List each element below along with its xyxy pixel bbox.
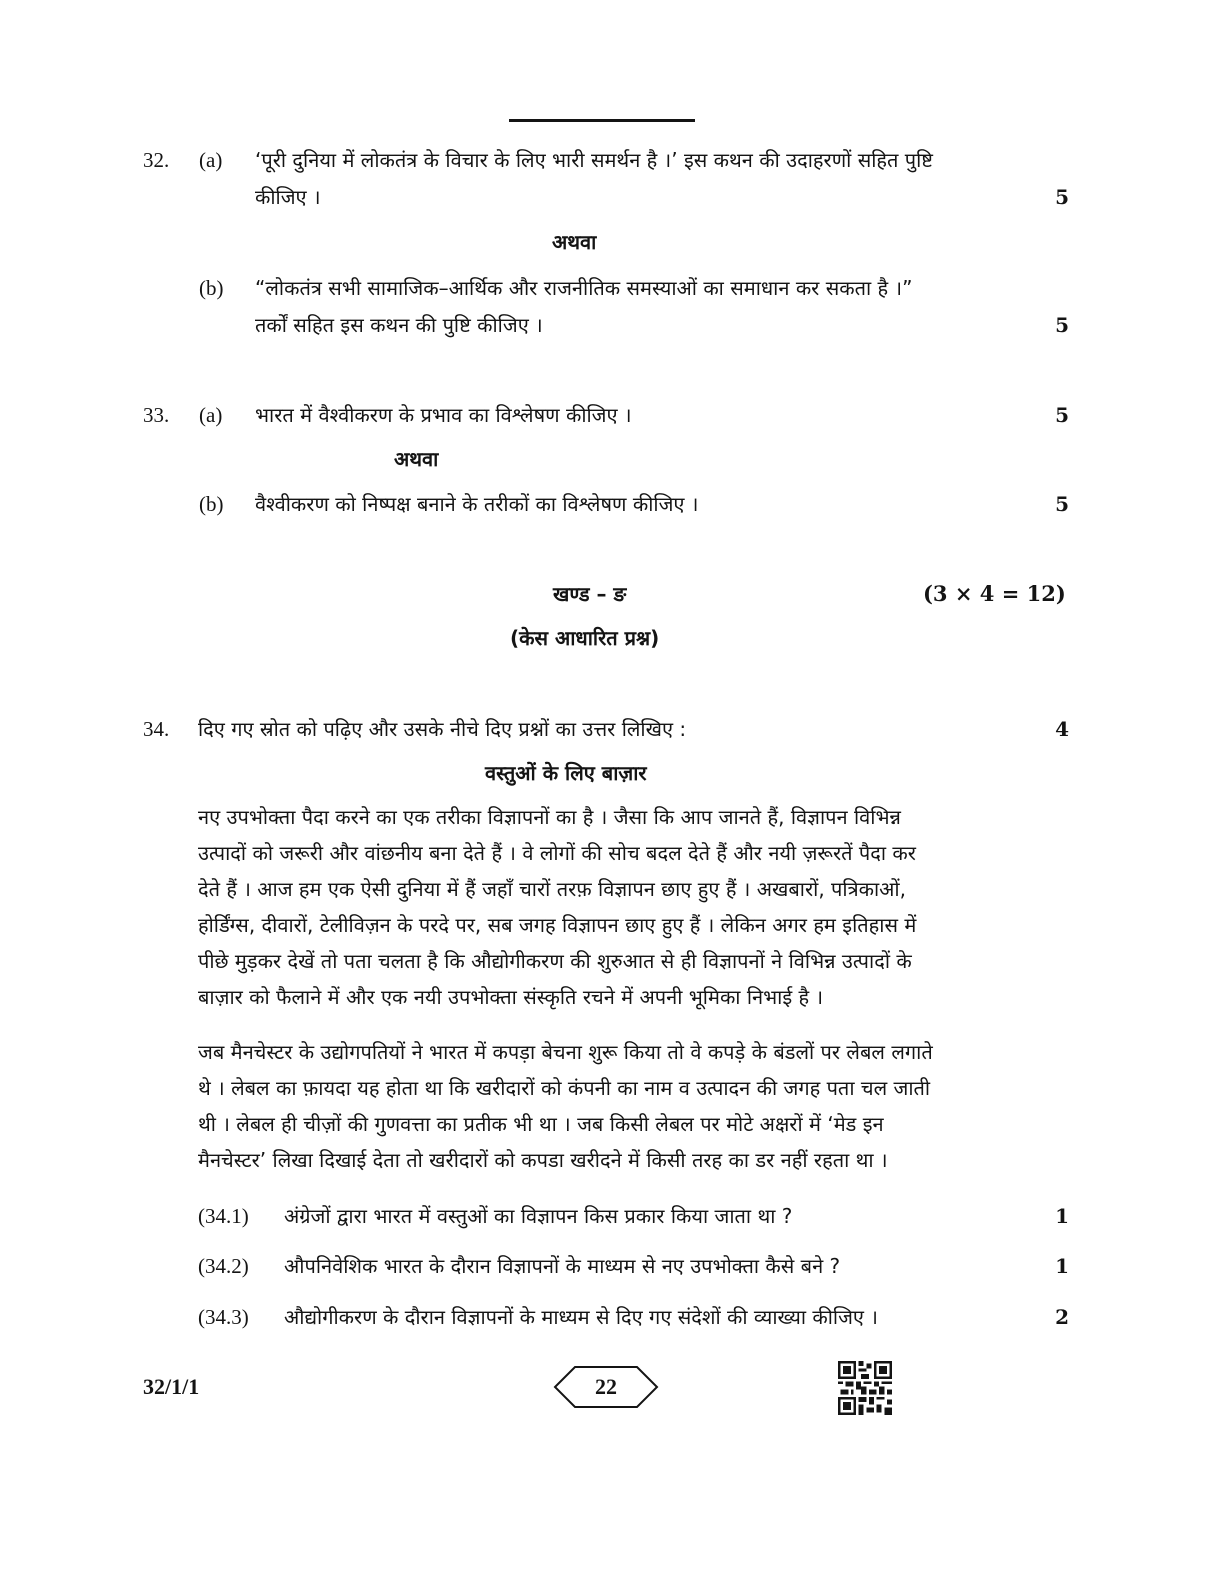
question-33-or: अथवा [394, 447, 439, 471]
question-32b-line2: तर्कों सहित इस कथन की पुष्टि कीजिए । [255, 313, 543, 337]
question-32a-line2: कीजिए । [255, 185, 321, 209]
question-33a-marks: 5 [1055, 403, 1069, 427]
source-paragraph-1 [198, 799, 1020, 1015]
source-p1-line: देते हैं । आज हम एक ऐसी दुनिया में हैं जहाँ चारों तरफ़ विज्ञापन छाए हुए हैं । अखबारों, पत्रिकाओं, [198, 877, 906, 901]
top-divider [509, 119, 695, 122]
question-32a-line1: ‘पूरी दुनिया में लोकतंत्र के विचार के लिए भारी समर्थन है ।’ इस कथन की उदाहरणों सहित पुष्टि [255, 148, 933, 172]
source-p1-line: उत्पादों को जरूरी और वांछनीय बना देते हैं । वे लोगों की सोच बदल देते हैं और नयी ज़रूरतें पैदा कर [198, 841, 916, 865]
subquestion-34-1-text: अंग्रेजों द्वारा भारत में वस्तुओं का विज्ञापन किस प्रकार किया जाता था ? [284, 1204, 793, 1228]
question-34-number: 34. [143, 717, 170, 741]
subquestion-34-2-marks: 1 [1055, 1254, 1069, 1278]
source-p1-line: होर्डिंग्स, दीवारों, टेलीविज़न के परदे पर, सब जगह विज्ञापन छाए हुए हैं । लेकिन अगर हम इतिहास में [198, 913, 917, 937]
question-33a-text: भारत में वैश्वीकरण के प्रभाव का विश्लेषण कीजिए । [255, 403, 632, 427]
question-32b-marks: 5 [1055, 313, 1069, 337]
question-32b-label: (b) [199, 276, 224, 300]
question-34-marks: 4 [1055, 717, 1069, 741]
source-p2-line: थी । लेबल ही चीज़ों की गुणवत्ता का प्रतीक भी था । जब किसी लेबल पर मोटे अक्षरों में ‘मेड इन [198, 1112, 884, 1136]
subquestion-34-3-marks: 2 [1055, 1305, 1069, 1329]
section-marks: (3 × 4 = 12) [923, 581, 1066, 606]
source-paragraph-2 [198, 1034, 1020, 1178]
subquestion-34-1-label: (34.1) [198, 1204, 249, 1228]
section-subtitle: (केस आधारित प्रश्न) [510, 626, 660, 650]
question-34-instruction: दिए गए स्रोत को पढ़िए और उसके नीचे दिए प्रश्नों का उत्तर लिखिए : [198, 717, 687, 741]
page-number: 22 [595, 1374, 617, 1399]
source-p2-line: थे । लेबल का फ़ायदा यह होता था कि खरीदारों को कंपनी का नाम व उत्पादन की जगह पता चल जाती [198, 1076, 931, 1100]
subquestion-34-3-label: (34.3) [198, 1305, 249, 1329]
question-32-or: अथवा [552, 230, 597, 254]
question-32b-line1: “लोकतंत्र सभी सामाजिक–आर्थिक और राजनीतिक समस्याओं का समाधान कर सकता है ।” [255, 276, 913, 300]
question-32a-marks: 5 [1055, 185, 1069, 209]
source-p1-line: बाज़ार को फैलाने में और एक नयी उपभोक्ता संस्कृति रचने में अपनी भूमिका निभाई है । [198, 985, 824, 1009]
question-32-number: 32. [143, 148, 170, 172]
source-p2-line: जब मैनचेस्टर के उद्योगपतियों ने भारत में कपड़ा बेचना शुरू किया तो वे कपड़े के बंडलों पर लेबल लगाते [198, 1040, 933, 1064]
qr-code-icon [838, 1361, 892, 1415]
subquestion-34-2-label: (34.2) [198, 1254, 249, 1278]
question-33b-text: वैश्वीकरण को निष्पक्ष बनाने के तरीकों का विश्लेषण कीजिए । [255, 492, 699, 516]
subquestion-34-2-text: औपनिवेशिक भारत के दौरान विज्ञापनों के माध्यम से नए उपभोक्ता कैसे बने ? [284, 1254, 841, 1278]
paper-code: 32/1/1 [143, 1374, 200, 1399]
question-33-number: 33. [143, 403, 170, 427]
source-p2-line: मैनचेस्टर’ लिखा दिखाई देता तो खरीदारों को कपडा खरीदने में किसी तरह का डर नहीं रहता था । [198, 1148, 888, 1172]
question-32a-label: (a) [199, 148, 223, 172]
question-33b-marks: 5 [1055, 492, 1069, 516]
subquestion-34-3-text: औद्योगीकरण के दौरान विज्ञापनों के माध्यम से दिए गए संदेशों की व्याख्या कीजिए । [284, 1305, 878, 1329]
source-title: वस्तुओं के लिए बाज़ार [485, 761, 647, 785]
question-33a-label: (a) [199, 403, 223, 427]
page-number-badge [553, 1365, 659, 1409]
subquestion-34-1-marks: 1 [1055, 1204, 1069, 1228]
question-33b-label: (b) [199, 492, 224, 516]
section-title: खण्ड – ङ [553, 582, 627, 606]
source-p1-line: नए उपभोक्ता पैदा करने का एक तरीका विज्ञापनों का है । जैसा कि आप जानते हैं, विज्ञापन विभिन्न [198, 805, 901, 829]
source-p1-line: पीछे मुड़कर देखें तो पता चलता है कि औद्योगीकरण की शुरुआत से ही विज्ञापनों ने विभिन्न उत्पादों के [198, 949, 912, 973]
